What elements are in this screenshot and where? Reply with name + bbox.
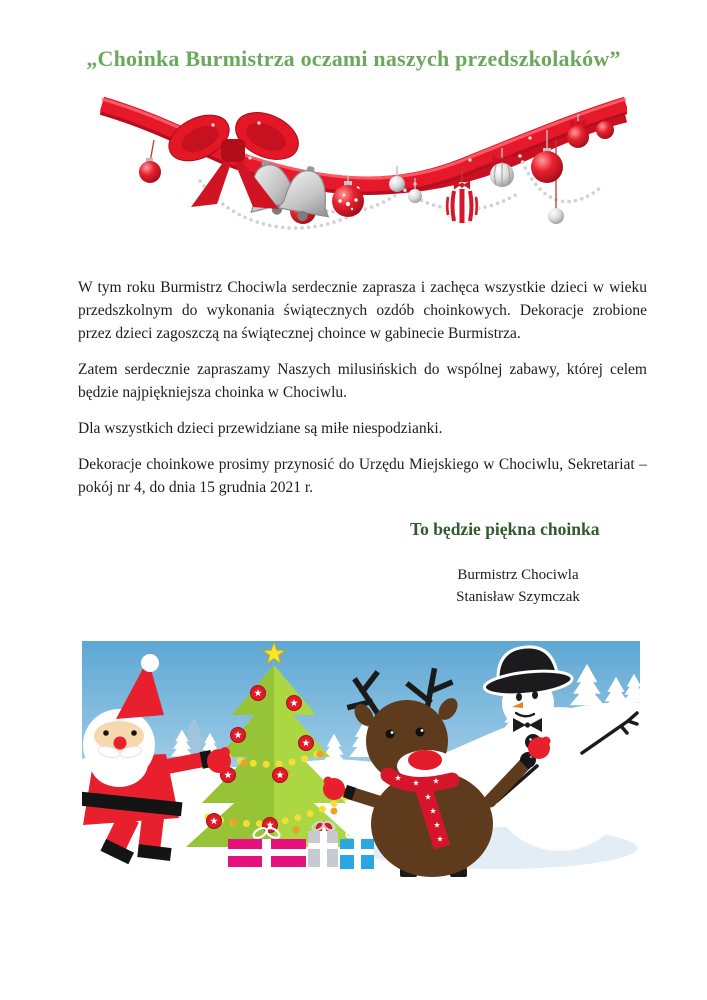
page-title: „Choinka Burmistrza oczami naszych przedszkolaków”: [86, 46, 621, 71]
silver-ornate-bauble: [490, 155, 514, 187]
body-text: [78, 276, 647, 512]
signature-block: [448, 564, 588, 608]
signature-role: Burmistrz Chociwla: [457, 567, 579, 583]
paragraph: Dla wszystkich dzieci przewidziane są miłe niespodzianki.: [78, 420, 443, 437]
striped-bauble: [445, 181, 479, 224]
paragraph: W tym roku Burmistrz Chociwla serdecznie zaprasza i zachęca wszystkie dzieci w wieku przedszkolnym do wykonania świątecznych ozdób choinkowych. Dekoracje zrobione przez dzieci zagoszczą na świątecznej choince w gabinecie Burmistrza.: [78, 279, 647, 342]
highlight-line: To będzie piękna choinka: [410, 519, 600, 539]
christmas-scene-image: [82, 641, 640, 878]
signature-name: Stanisław Szymczak: [456, 589, 580, 605]
christmas-garland-image: [100, 96, 627, 244]
paragraph: Dekoracje choinkowe prosimy przynosić do Urzędu Miejskiego w Chociwlu, Sekretariat – pokój nr 4, do dnia 15 grudnia 2021 r.: [78, 456, 647, 496]
paragraph: Zatem serdecznie zapraszamy Naszych milusińskich do wspólnej zabawy, której celem będzie najpiękniejsza choinka w Chociwlu.: [78, 361, 647, 401]
